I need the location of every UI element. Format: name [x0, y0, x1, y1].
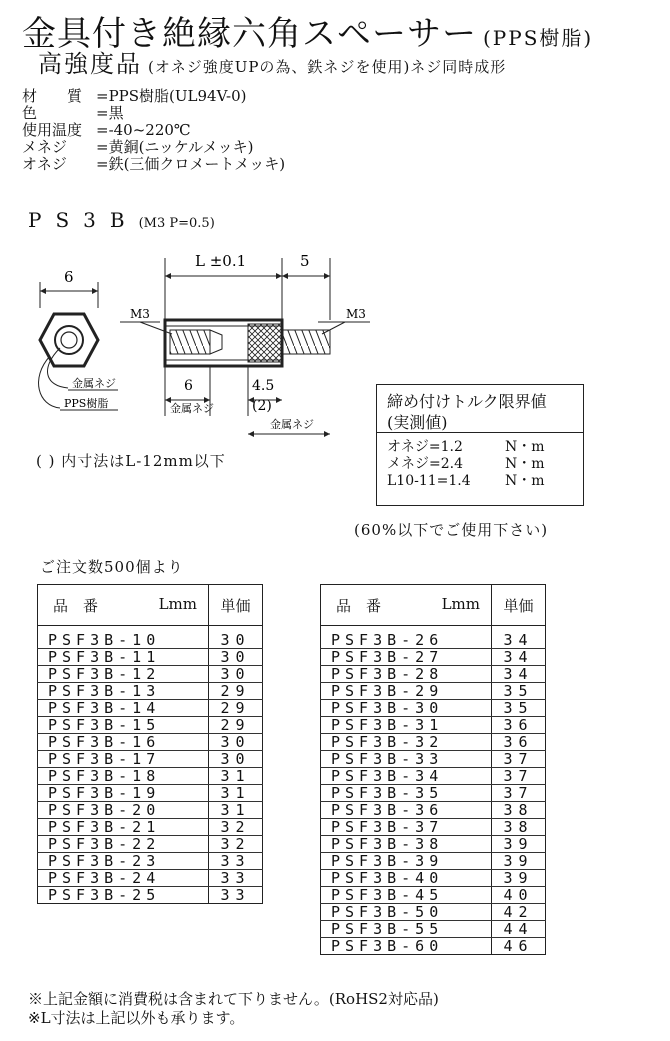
hex-view — [40, 268, 98, 366]
footer-line-2: ※L寸法は上記以外も承ります。 — [28, 1009, 245, 1027]
table-row — [38, 734, 263, 751]
footer-notes — [28, 990, 439, 1028]
table-row — [321, 921, 546, 938]
torque-value: オネジ=1.2 — [387, 439, 463, 455]
unit-price: 38 — [492, 802, 546, 819]
part-number: PSF3B-24 — [38, 870, 209, 887]
unit-price: 46 — [492, 938, 546, 955]
unit-price: 39 — [492, 836, 546, 853]
unit-price: 37 — [492, 768, 546, 785]
part-number: PSF3B-20 — [38, 802, 209, 819]
table-row — [38, 819, 263, 836]
part-number: PSF3B-33 — [321, 751, 492, 768]
table-row — [38, 649, 263, 666]
table-header-row — [38, 585, 263, 626]
part-number: PSF3B-38 — [321, 836, 492, 853]
table-row — [321, 836, 546, 853]
unit-price: 31 — [209, 802, 263, 819]
part-number: PSF3B-22 — [38, 836, 209, 853]
unit-price: 30 — [209, 632, 263, 649]
part-number: PSF3B-60 — [321, 938, 492, 955]
unit-price: 34 — [492, 649, 546, 666]
table-row — [321, 802, 546, 819]
table-row — [38, 632, 263, 649]
table-header-row — [321, 585, 546, 626]
unit-price: 44 — [492, 921, 546, 938]
part-number: PSF3B-12 — [38, 666, 209, 683]
part-number: PSF3B-29 — [321, 683, 492, 700]
table-row — [321, 938, 546, 955]
table-row — [38, 887, 263, 904]
unit-price: 33 — [209, 853, 263, 870]
part-number: PSF3B-19 — [38, 785, 209, 802]
spec-label: 材 質 — [22, 87, 83, 105]
model-thread: (M3 P=0.5) — [138, 216, 215, 231]
spec-value: =黄銅(ニッケルメッキ) — [96, 138, 254, 156]
part-number: PSF3B-30 — [321, 700, 492, 717]
footer-line-1: ※上記金額に消費税は含まれて下りません。(RoHS2対応品) — [28, 990, 439, 1008]
table-header-price: 単価 — [209, 585, 263, 626]
male-length-label: 5 — [300, 252, 310, 270]
price-table-right — [320, 584, 546, 955]
quality-note: (オネジ強度UPの為、鉄ネジを使用)ネジ同時成形 — [148, 58, 507, 76]
model-heading — [28, 208, 215, 232]
table-row — [38, 717, 263, 734]
spec-label: オネジ — [22, 155, 67, 173]
torque-unit: N・m — [505, 456, 545, 472]
table-row — [38, 870, 263, 887]
callout-pps-label: PPS樹脂 — [64, 397, 109, 410]
spec-value: =黒 — [96, 104, 124, 122]
part-number: PSF3B-23 — [38, 853, 209, 870]
part-number: PSF3B-37 — [321, 819, 492, 836]
part-number: PSF3B-26 — [321, 632, 492, 649]
side-view — [120, 252, 370, 437]
insert-label: 金属ネジ — [270, 418, 314, 431]
spec-row — [22, 139, 285, 156]
spec-row — [22, 105, 285, 122]
part-number: PSF3B-28 — [321, 666, 492, 683]
spec-value: =-40~220℃ — [96, 121, 191, 139]
model-name: PS3B — [28, 208, 139, 232]
part-number: PSF3B-50 — [321, 904, 492, 921]
part-number: PSF3B-45 — [321, 887, 492, 904]
unit-price: 39 — [492, 870, 546, 887]
part-number: PSF3B-17 — [38, 751, 209, 768]
spec-list — [22, 88, 285, 173]
unit-price: 33 — [209, 870, 263, 887]
table-row — [38, 836, 263, 853]
part-number: PSF3B-13 — [38, 683, 209, 700]
unit-price: 29 — [209, 717, 263, 734]
torque-unit: N・m — [505, 439, 545, 455]
part-number: PSF3B-16 — [38, 734, 209, 751]
table-row — [321, 683, 546, 700]
unit-price: 36 — [492, 717, 546, 734]
unit-price: 32 — [209, 836, 263, 853]
unit-price: 40 — [492, 887, 546, 904]
table-row — [321, 870, 546, 887]
table-row — [321, 666, 546, 683]
part-number: PSF3B-40 — [321, 870, 492, 887]
part-number: PSF3B-15 — [38, 717, 209, 734]
title-text: 金具付き絶縁六角スペーサー — [22, 14, 477, 54]
part-number: PSF3B-18 — [38, 768, 209, 785]
table-row — [321, 853, 546, 870]
length-label: L ±0.1 — [195, 252, 247, 270]
table-header-name: 品 番 Lmm — [38, 585, 209, 626]
spec-row — [22, 88, 285, 105]
part-number: PSF3B-25 — [38, 887, 209, 904]
table-row — [321, 819, 546, 836]
spec-label: 色 — [22, 104, 38, 122]
unit-price: 35 — [492, 700, 546, 717]
part-number: PSF3B-55 — [321, 921, 492, 938]
unit-price: 30 — [209, 751, 263, 768]
unit-price: 42 — [492, 904, 546, 921]
hex-width-label: 6 — [64, 268, 74, 286]
female-depth-label: 6 — [184, 378, 193, 394]
part-number: PSF3B-14 — [38, 700, 209, 717]
torque-heading-line2: (実測値) — [387, 413, 448, 432]
unit-price: 30 — [209, 649, 263, 666]
torque-row — [387, 439, 583, 456]
torque-row — [387, 456, 583, 473]
table-header-name: 品 番 Lmm — [321, 585, 492, 626]
title-material: (PPS樹脂) — [483, 26, 594, 50]
part-number: PSF3B-27 — [321, 649, 492, 666]
insert-depth-label: 4.5 — [252, 378, 275, 394]
part-number: PSF3B-32 — [321, 734, 492, 751]
torque-value: メネジ=2.4 — [387, 456, 463, 472]
table-row — [321, 649, 546, 666]
thread-left-label: M3 — [130, 307, 150, 321]
part-number: PSF3B-34 — [321, 768, 492, 785]
torque-value: L10-11=1.4 — [387, 473, 471, 489]
thread-right-label: M3 — [346, 307, 366, 321]
unit-price: 33 — [209, 887, 263, 904]
torque-heading — [377, 385, 583, 433]
unit-price: 35 — [492, 683, 546, 700]
torque-unit: N・m — [505, 473, 545, 489]
unit-price: 30 — [209, 734, 263, 751]
spec-row — [22, 122, 285, 139]
part-number: PSF3B-39 — [321, 853, 492, 870]
table-row — [38, 751, 263, 768]
unit-price: 32 — [209, 819, 263, 836]
unit-price: 31 — [209, 785, 263, 802]
minimum-order-note: ご注文数500個より — [40, 558, 184, 576]
table-row — [321, 717, 546, 734]
table-row — [321, 785, 546, 802]
spec-value: =PPS樹脂(UL94V-0) — [96, 87, 247, 105]
table-row — [321, 768, 546, 785]
unit-price: 37 — [492, 751, 546, 768]
spec-label: メネジ — [22, 138, 68, 156]
inner-dimension-note: ( ) 内寸法はL-12mm以下 — [36, 452, 226, 470]
part-number: PSF3B-21 — [38, 819, 209, 836]
callout-metal-label: 金属ネジ — [72, 377, 116, 390]
table-row — [38, 666, 263, 683]
subtitle — [38, 44, 506, 79]
table-row — [321, 632, 546, 649]
part-number: PSF3B-35 — [321, 785, 492, 802]
price-table-left — [37, 584, 263, 904]
table-row — [321, 700, 546, 717]
table-row — [321, 734, 546, 751]
unit-price: 34 — [492, 632, 546, 649]
table-row — [321, 751, 546, 768]
torque-values — [377, 433, 583, 490]
unit-price: 34 — [492, 666, 546, 683]
insert-depth-inner-label: (2) — [252, 398, 272, 414]
table-row — [38, 700, 263, 717]
unit-price: 39 — [492, 853, 546, 870]
unit-price: 29 — [209, 683, 263, 700]
torque-row — [387, 473, 583, 490]
unit-price: 36 — [492, 734, 546, 751]
table-row — [321, 904, 546, 921]
torque-heading-line1: 締め付けトルク限界値 — [387, 392, 547, 411]
quality-label: 高強度品 — [38, 50, 142, 78]
unit-price: 29 — [209, 700, 263, 717]
part-number: PSF3B-31 — [321, 717, 492, 734]
unit-price: 31 — [209, 768, 263, 785]
unit-price: 37 — [492, 785, 546, 802]
part-number: PSF3B-36 — [321, 802, 492, 819]
part-number: PSF3B-11 — [38, 649, 209, 666]
table-header-price: 単価 — [492, 585, 546, 626]
unit-price: 30 — [209, 666, 263, 683]
torque-box — [376, 384, 584, 506]
female-label: 金属ネジ — [170, 402, 214, 415]
table-row — [38, 785, 263, 802]
table-row — [321, 887, 546, 904]
table-row — [38, 802, 263, 819]
spec-value: =鉄(三価クロメートメッキ) — [96, 155, 286, 173]
torque-usage-note: (60%以下でご使用下さい) — [354, 521, 549, 539]
table-row — [38, 683, 263, 700]
part-number: PSF3B-10 — [38, 632, 209, 649]
spec-label: 使用温度 — [22, 121, 83, 139]
table-row — [38, 768, 263, 785]
unit-price: 38 — [492, 819, 546, 836]
spec-row — [22, 156, 285, 173]
table-row — [38, 853, 263, 870]
